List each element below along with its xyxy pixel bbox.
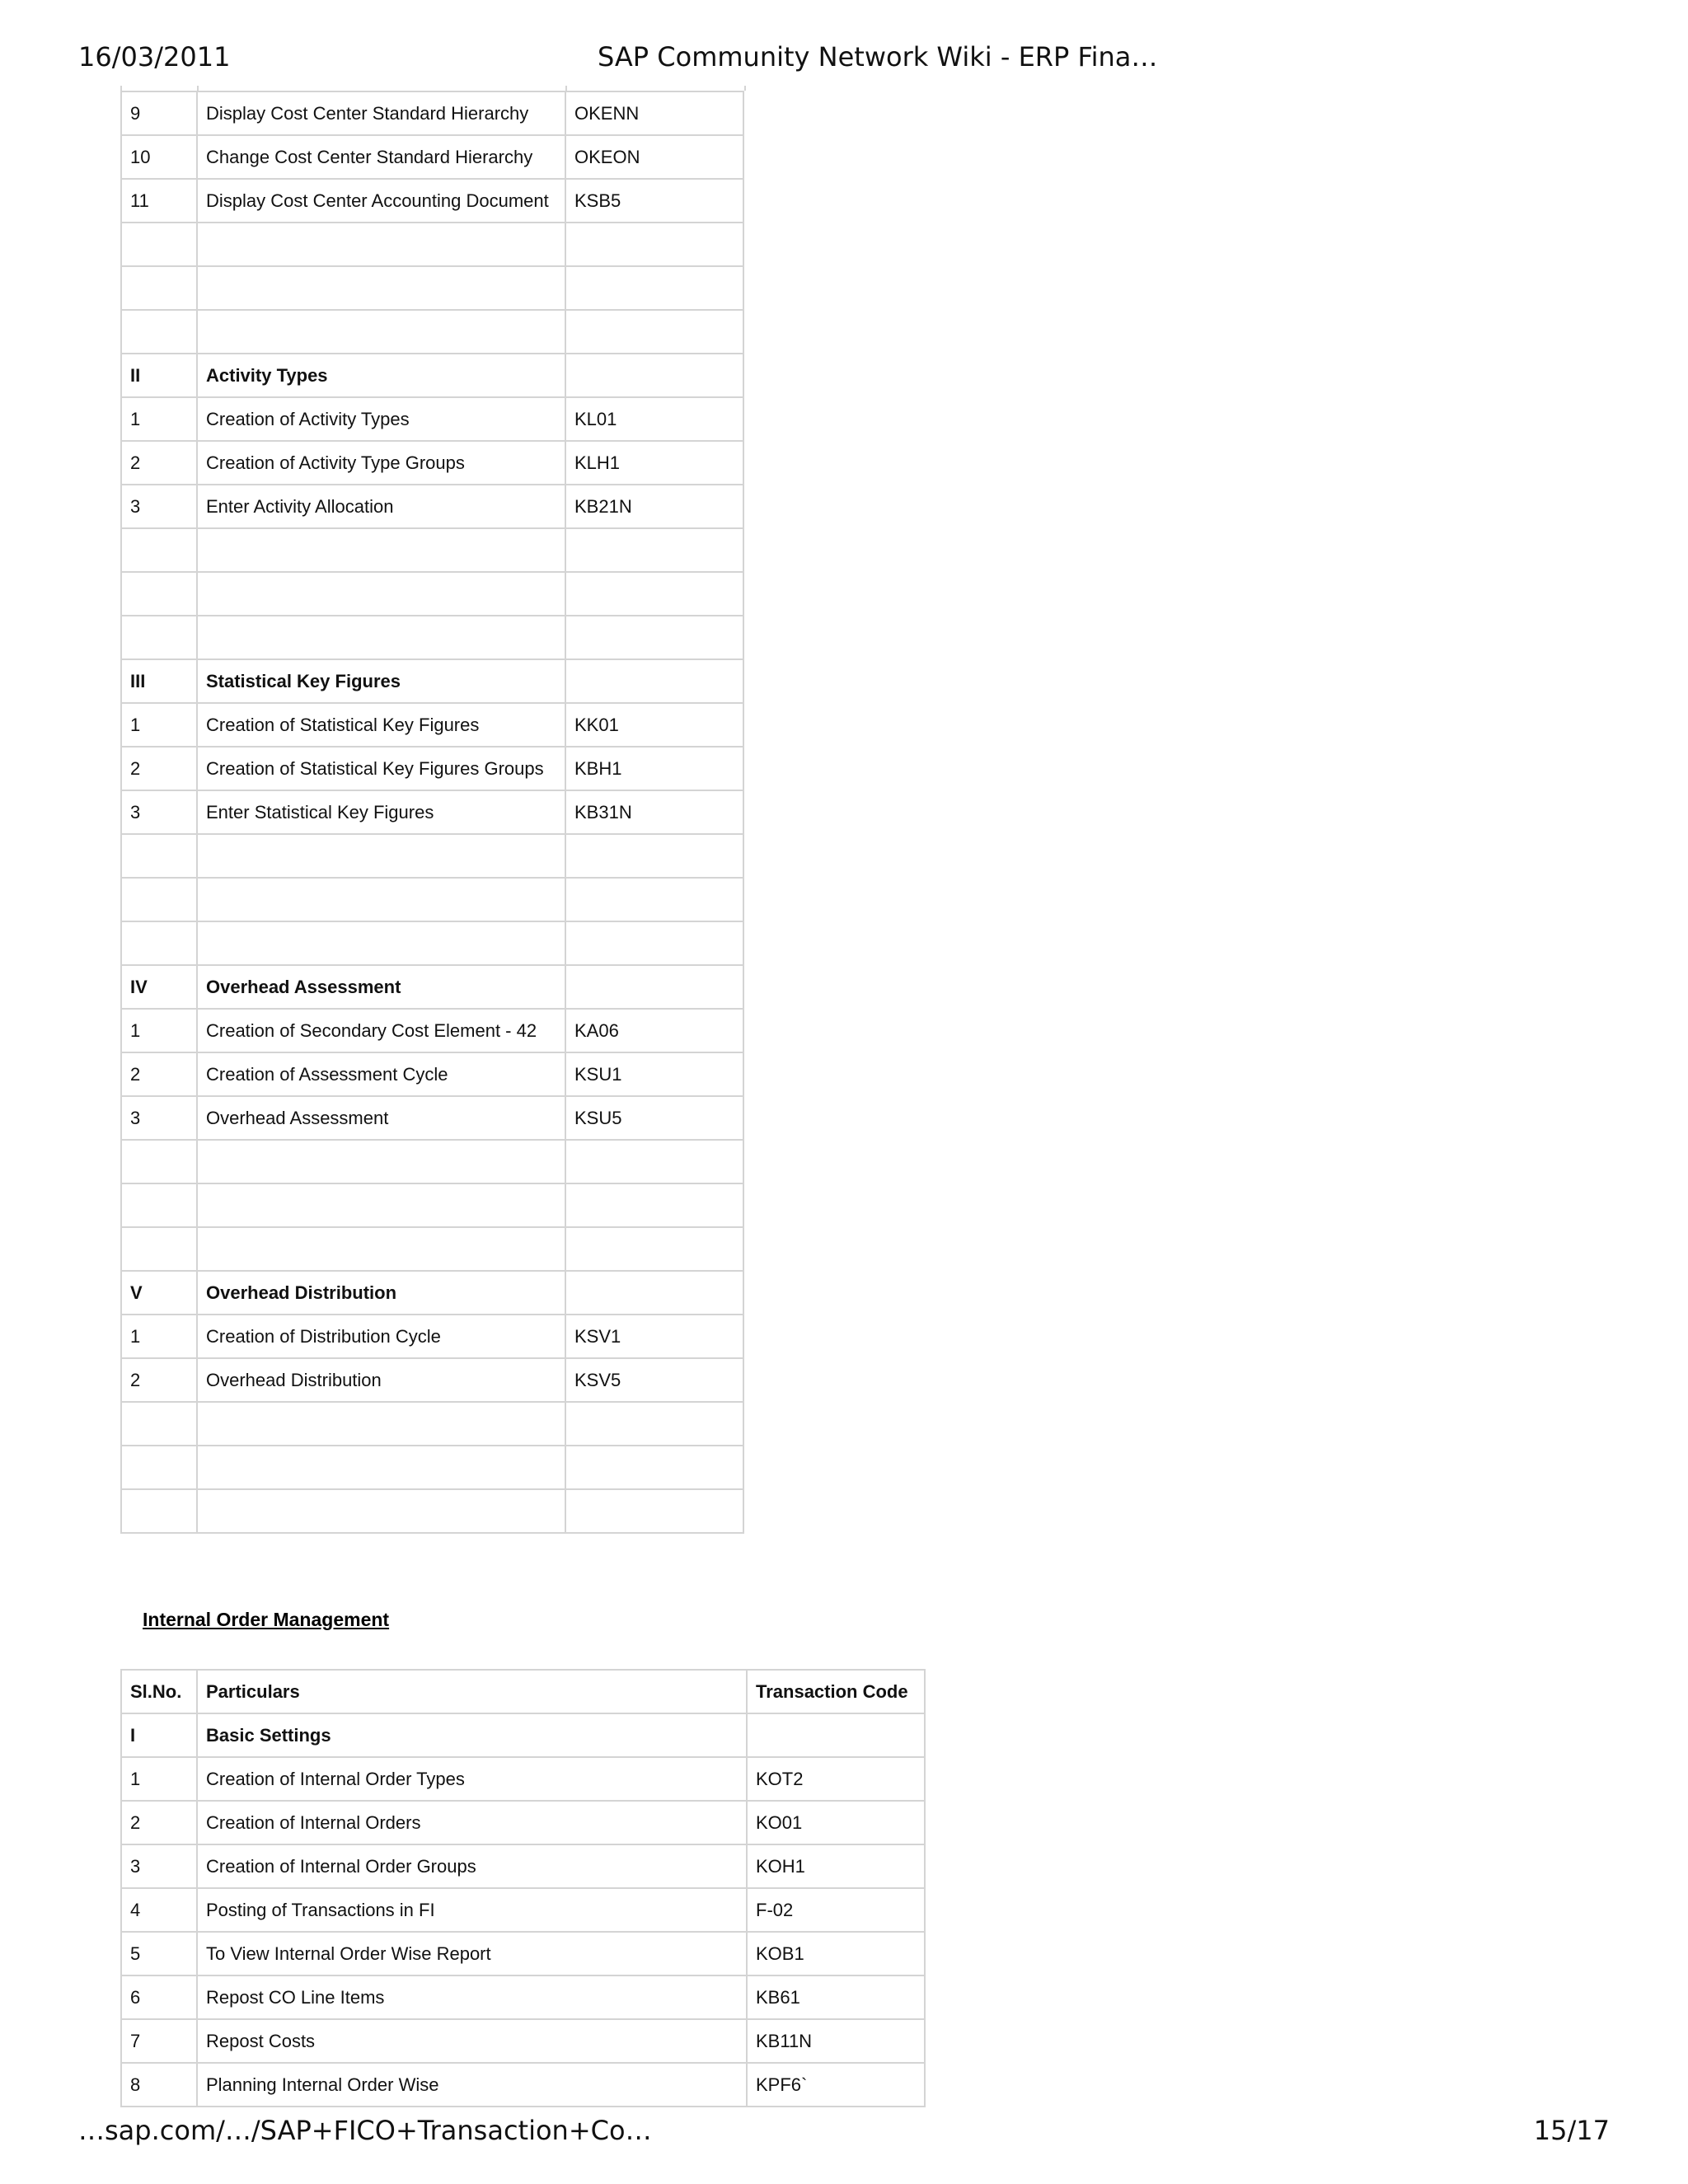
cell-transaction-code: KB61 — [747, 1975, 925, 2019]
cost-center-table — [120, 91, 744, 1534]
cell-transaction-code: KLH1 — [565, 441, 743, 485]
cell-sl-no — [121, 1489, 197, 1533]
table-row — [121, 1227, 743, 1271]
table-row — [121, 1888, 925, 1932]
cell-particulars: Creation of Internal Order Groups — [197, 1844, 747, 1888]
cell-transaction-code: KSB5 — [565, 179, 743, 223]
cell-transaction-code — [565, 1227, 743, 1271]
cell-transaction-code: KK01 — [565, 703, 743, 747]
section-row — [121, 1713, 925, 1757]
section-row — [121, 354, 743, 397]
cell-sl-no — [121, 1183, 197, 1227]
table-row — [121, 703, 743, 747]
cell-sl-no: 2 — [121, 1801, 197, 1844]
cell-transaction-code — [565, 1140, 743, 1183]
cell-particulars: Basic Settings — [197, 1713, 747, 1757]
cell-sl-no: 1 — [121, 703, 197, 747]
cell-transaction-code: OKENN — [565, 91, 743, 135]
cell-particulars — [197, 834, 565, 878]
table-row — [121, 1932, 925, 1975]
cell-sl-no: 1 — [121, 1757, 197, 1801]
cell-sl-no — [121, 572, 197, 616]
cell-transaction-code: KB21N — [565, 485, 743, 528]
cell-transaction-code: KB31N — [565, 790, 743, 834]
cell-sl-no: 3 — [121, 1096, 197, 1140]
cell-transaction-code: KA06 — [565, 1009, 743, 1052]
table-row — [121, 1052, 743, 1096]
cell-transaction-code — [565, 878, 743, 921]
cell-sl-no — [121, 223, 197, 266]
cell-particulars — [197, 266, 565, 310]
cell-particulars — [197, 878, 565, 921]
cell-particulars: Display Cost Center Accounting Document — [197, 179, 565, 223]
table-row — [121, 878, 743, 921]
table-row — [121, 91, 743, 135]
cell-sl-no: 10 — [121, 135, 197, 179]
table-row — [121, 1844, 925, 1888]
page-number: 15/17 — [1533, 2115, 1610, 2146]
column-header-particulars: Particulars — [197, 1670, 747, 1713]
table-row — [121, 310, 743, 354]
cell-transaction-code: KSV1 — [565, 1315, 743, 1358]
table-row — [121, 1757, 925, 1801]
table-row — [121, 1489, 743, 1533]
table-row — [121, 1183, 743, 1227]
cell-transaction-code: KO01 — [747, 1801, 925, 1844]
cell-particulars: Creation of Secondary Cost Element - 42 — [197, 1009, 565, 1052]
table-row — [121, 921, 743, 965]
cell-sl-no: 3 — [121, 1844, 197, 1888]
cell-sl-no: V — [121, 1271, 197, 1315]
table-row — [121, 528, 743, 572]
cell-transaction-code: KOB1 — [747, 1932, 925, 1975]
cell-sl-no: 1 — [121, 1009, 197, 1052]
cell-transaction-code — [565, 1402, 743, 1446]
cell-sl-no — [121, 528, 197, 572]
cell-particulars — [197, 528, 565, 572]
print-date: 16/03/2011 — [78, 41, 231, 73]
cell-particulars: Statistical Key Figures — [197, 659, 565, 703]
cell-transaction-code — [565, 616, 743, 659]
cell-particulars: Change Cost Center Standard Hierarchy — [197, 135, 565, 179]
cell-sl-no: 1 — [121, 1315, 197, 1358]
cell-transaction-code: KB11N — [747, 2019, 925, 2063]
cell-sl-no: II — [121, 354, 197, 397]
cell-sl-no: 2 — [121, 1052, 197, 1096]
cell-particulars: Overhead Distribution — [197, 1271, 565, 1315]
table-row — [121, 266, 743, 310]
cell-particulars: Overhead Assessment — [197, 965, 565, 1009]
table-row — [121, 397, 743, 441]
cell-particulars: Creation of Internal Order Types — [197, 1757, 747, 1801]
table-row — [121, 790, 743, 834]
cell-transaction-code — [565, 659, 743, 703]
table-row — [121, 2019, 925, 2063]
cell-transaction-code — [565, 528, 743, 572]
cell-particulars: Posting of Transactions in FI — [197, 1888, 747, 1932]
cell-particulars: Planning Internal Order Wise — [197, 2063, 747, 2107]
table-row — [121, 1402, 743, 1446]
cell-sl-no: 5 — [121, 1932, 197, 1975]
cell-sl-no: IV — [121, 965, 197, 1009]
table-row — [121, 2063, 925, 2107]
cell-transaction-code: KOH1 — [747, 1844, 925, 1888]
cell-transaction-code — [565, 1446, 743, 1489]
cell-transaction-code: KSV5 — [565, 1358, 743, 1402]
table-row — [121, 1140, 743, 1183]
table-row — [121, 135, 743, 179]
cell-particulars: Creation of Assessment Cycle — [197, 1052, 565, 1096]
cell-particulars — [197, 1183, 565, 1227]
cell-particulars — [197, 1140, 565, 1183]
table-row — [121, 834, 743, 878]
cell-transaction-code — [565, 1271, 743, 1315]
cell-sl-no: 3 — [121, 485, 197, 528]
page-title: SAP Community Network Wiki - ERP Fina… — [598, 41, 1158, 73]
table-row — [121, 1096, 743, 1140]
cell-transaction-code: KBH1 — [565, 747, 743, 790]
cell-sl-no — [121, 310, 197, 354]
cell-particulars: Enter Statistical Key Figures — [197, 790, 565, 834]
cell-transaction-code — [565, 1489, 743, 1533]
cell-transaction-code — [565, 572, 743, 616]
cell-particulars: Creation of Statistical Key Figures — [197, 703, 565, 747]
table-row — [121, 1975, 925, 2019]
cell-transaction-code — [565, 921, 743, 965]
cell-particulars — [197, 223, 565, 266]
cell-sl-no — [121, 1140, 197, 1183]
cell-transaction-code: KPF6` — [747, 2063, 925, 2107]
table-row — [121, 616, 743, 659]
cell-sl-no: 7 — [121, 2019, 197, 2063]
cell-sl-no — [121, 1227, 197, 1271]
table-row — [121, 1801, 925, 1844]
footer-url: …sap.com/…/SAP+FICO+Transaction+Co… — [78, 2115, 652, 2146]
section-heading: Internal Order Management — [143, 1609, 390, 1630]
table-row — [121, 179, 743, 223]
cell-transaction-code — [565, 1183, 743, 1227]
table-row — [121, 485, 743, 528]
cell-transaction-code: KL01 — [565, 397, 743, 441]
cell-sl-no — [121, 878, 197, 921]
cell-particulars: Creation of Activity Type Groups — [197, 441, 565, 485]
cell-transaction-code — [565, 354, 743, 397]
cell-transaction-code — [565, 310, 743, 354]
cell-particulars — [197, 1489, 565, 1533]
cell-particulars: Repost CO Line Items — [197, 1975, 747, 2019]
section-row — [121, 965, 743, 1009]
cell-sl-no — [121, 834, 197, 878]
cell-sl-no: 11 — [121, 179, 197, 223]
column-header-transaction-code: Transaction Code — [747, 1670, 925, 1713]
cell-sl-no: 2 — [121, 1358, 197, 1402]
cell-particulars — [197, 921, 565, 965]
table-row — [121, 572, 743, 616]
cell-transaction-code — [565, 965, 743, 1009]
table-row — [121, 1446, 743, 1489]
cell-transaction-code — [565, 223, 743, 266]
cell-particulars: Creation of Statistical Key Figures Groups — [197, 747, 565, 790]
cell-particulars: Activity Types — [197, 354, 565, 397]
cell-transaction-code: KSU1 — [565, 1052, 743, 1096]
cell-sl-no: 8 — [121, 2063, 197, 2107]
cell-sl-no — [121, 266, 197, 310]
cell-particulars: Display Cost Center Standard Hierarchy — [197, 91, 565, 135]
cell-sl-no: I — [121, 1713, 197, 1757]
cell-sl-no — [121, 1446, 197, 1489]
cell-particulars — [197, 1402, 565, 1446]
cell-particulars — [197, 310, 565, 354]
cell-transaction-code — [747, 1713, 925, 1757]
cell-transaction-code — [565, 266, 743, 310]
cell-particulars: Overhead Distribution — [197, 1358, 565, 1402]
cell-sl-no: III — [121, 659, 197, 703]
table-header-row — [121, 1670, 925, 1713]
cell-sl-no — [121, 921, 197, 965]
table-row — [121, 441, 743, 485]
cell-sl-no: 2 — [121, 747, 197, 790]
table-row — [121, 747, 743, 790]
cell-sl-no — [121, 1402, 197, 1446]
cell-particulars — [197, 1227, 565, 1271]
cell-sl-no — [121, 616, 197, 659]
cell-sl-no: 4 — [121, 1888, 197, 1932]
cell-particulars: To View Internal Order Wise Report — [197, 1932, 747, 1975]
cell-particulars: Creation of Internal Orders — [197, 1801, 747, 1844]
table-row — [121, 1315, 743, 1358]
cell-transaction-code: OKEON — [565, 135, 743, 179]
cell-transaction-code: F-02 — [747, 1888, 925, 1932]
section-row — [121, 1271, 743, 1315]
table-row — [121, 223, 743, 266]
internal-order-table — [120, 1669, 926, 2107]
section-row — [121, 659, 743, 703]
cell-sl-no: 3 — [121, 790, 197, 834]
cell-transaction-code: KOT2 — [747, 1757, 925, 1801]
cell-transaction-code — [565, 834, 743, 878]
cell-particulars — [197, 616, 565, 659]
cell-sl-no: 9 — [121, 91, 197, 135]
column-header-sl-no: Sl.No. — [121, 1670, 197, 1713]
cell-particulars: Repost Costs — [197, 2019, 747, 2063]
cell-sl-no: 2 — [121, 441, 197, 485]
cell-particulars: Enter Activity Allocation — [197, 485, 565, 528]
table-row — [121, 1009, 743, 1052]
cell-sl-no: 1 — [121, 397, 197, 441]
table-row — [121, 1358, 743, 1402]
cell-particulars: Creation of Distribution Cycle — [197, 1315, 565, 1358]
cell-particulars — [197, 1446, 565, 1489]
cell-sl-no: 6 — [121, 1975, 197, 2019]
cell-transaction-code: KSU5 — [565, 1096, 743, 1140]
cell-particulars: Overhead Assessment — [197, 1096, 565, 1140]
cell-particulars — [197, 572, 565, 616]
cell-particulars: Creation of Activity Types — [197, 397, 565, 441]
